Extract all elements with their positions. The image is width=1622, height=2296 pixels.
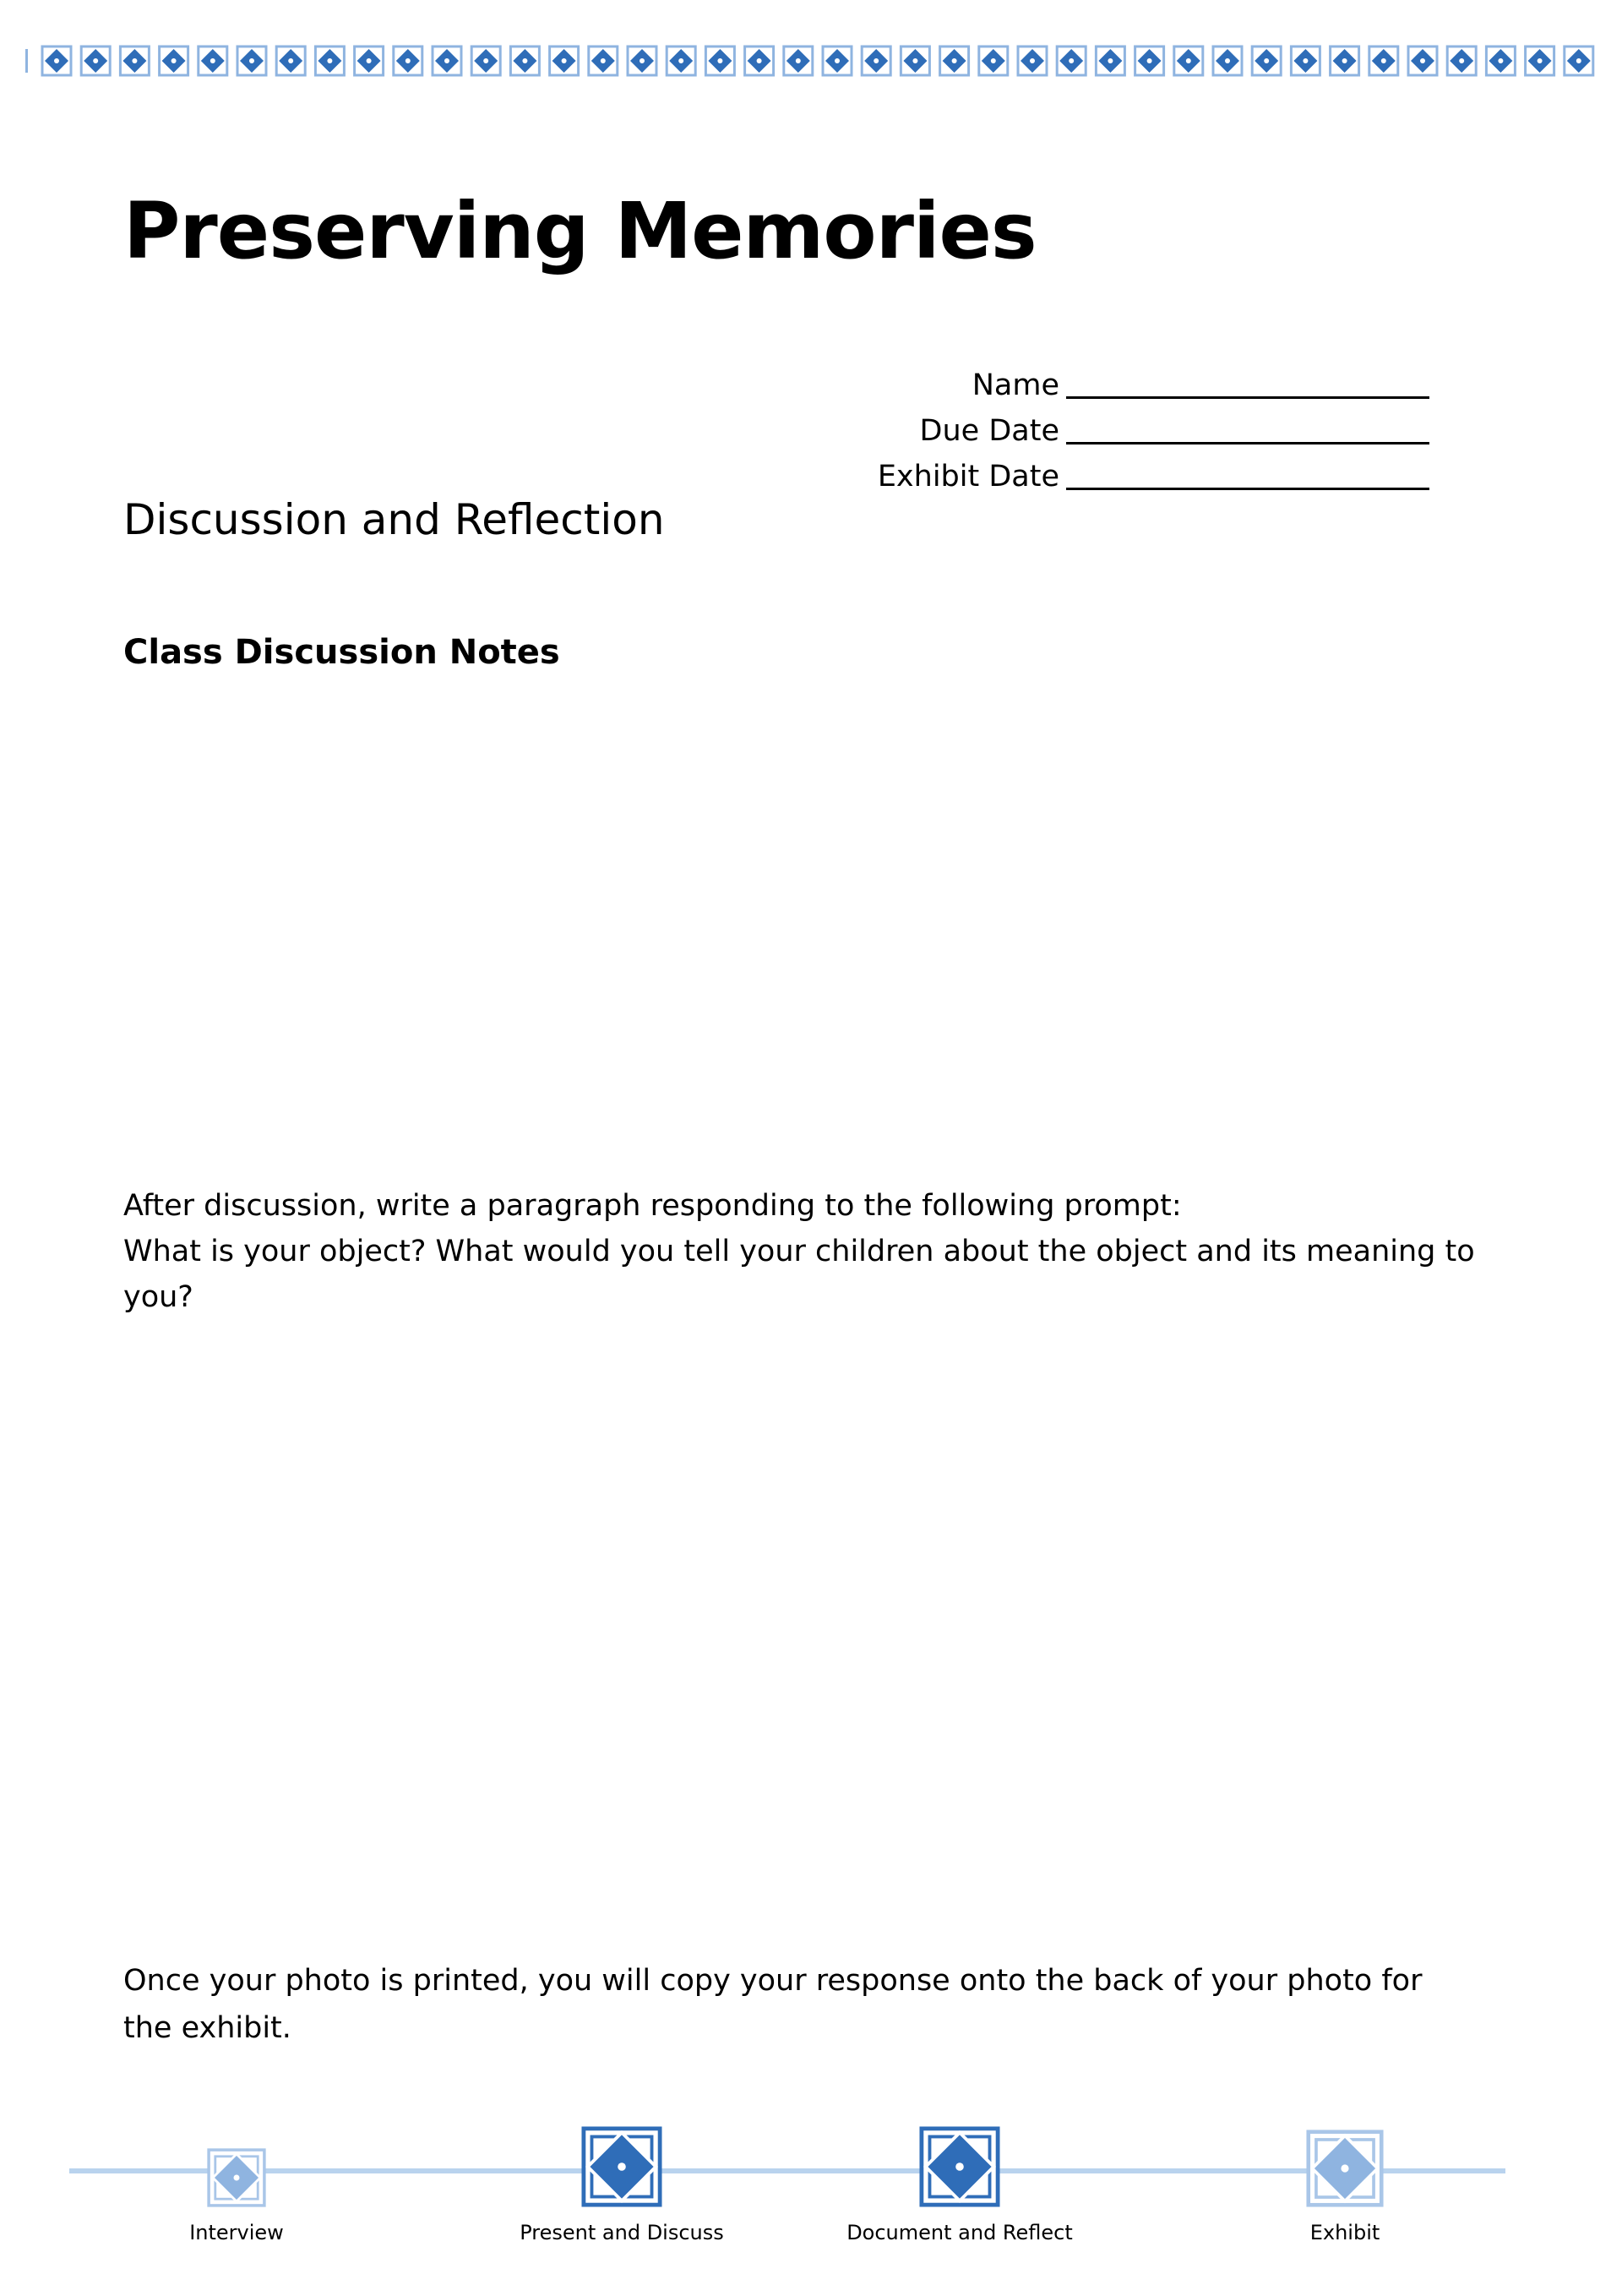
due-date-blank-line[interactable] [1066,440,1429,444]
diamond-step-icon [919,2126,1000,2207]
diamond-tile-icon [1565,46,1593,75]
diamond-tile-icon [705,46,734,75]
diamond-tile-icon [745,46,774,75]
diamond-tile-icon [550,46,579,75]
diamond-tile-icon [199,46,227,75]
diamond-tile-icon [1096,46,1124,75]
diamond-tile-icon [1291,46,1320,75]
diamond-tile-icon [510,46,539,75]
diamond-tile-icon [1213,46,1242,75]
section-heading: Discussion and Reflection [123,495,665,544]
step-icon-wrap [478,2113,765,2207]
diamond-tile-icon [628,46,656,75]
diamond-tile-icon [823,46,852,75]
diamond-tile-icon [784,46,813,75]
diamond-tile-icon [1057,46,1086,75]
writing-prompt [123,1183,1526,1320]
diamond-tile-icon [1174,46,1203,75]
name-blank-line[interactable] [1066,395,1429,399]
prompt-question: What is your object? What would you tell your children about the object and its meaning to you? [123,1235,1475,1314]
diamond-tile-icon [42,46,71,75]
exhibit-date-field-row [838,446,1429,492]
step-icon-wrap [816,2113,1103,2207]
due-date-field-row [838,401,1429,446]
diamond-tile-icon [1252,46,1281,75]
diamond-tile-icon [237,46,266,75]
diamond-tile-icon [1486,46,1515,75]
diamond-tile-icon [979,46,1008,75]
name-field-row [838,355,1429,401]
diamond-tile-icon [1526,46,1554,75]
diamond-tile-icon [471,46,500,75]
student-info-fields [838,355,1429,492]
diamond-tile-icon [1331,46,1359,75]
step-document-and-reflect [816,2113,1103,2243]
diamond-step-icon [581,2126,662,2207]
step-label: Present and Discuss [520,2221,724,2244]
name-label: Name [972,368,1059,402]
diamond-tile-icon [862,46,890,75]
due-date-label: Due Date [919,414,1059,448]
diamond-tile-icon [315,46,344,75]
step-label: Document and Reflect [846,2221,1073,2244]
notes-heading: Class Discussion Notes [123,633,560,672]
diamond-tile-icon [394,46,422,75]
diamond-tile-icon [1135,46,1164,75]
step-label: Interview [189,2221,284,2244]
step-icon-wrap [1201,2113,1489,2207]
diamond-tile-icon [1447,46,1476,75]
step-interview [93,2113,380,2243]
diamond-step-icon [207,2148,266,2207]
exhibit-date-label: Exhibit Date [877,460,1059,494]
diamond-step-icon [1306,2130,1384,2207]
diamond-tile-icon [276,46,305,75]
border-bar [25,49,28,73]
diamond-tile-icon [1369,46,1398,75]
diamond-tile-icon [667,46,695,75]
step-label: Exhibit [1309,2221,1380,2244]
diamond-tile-icon [1018,46,1047,75]
diamond-tile-icon [355,46,384,75]
diamond-tile-icon [433,46,461,75]
decorative-top-border [24,44,1622,78]
diamond-tile-icon [160,46,188,75]
step-present-and-discuss [478,2113,765,2243]
document-title: Preserving Memories [123,186,1037,276]
prompt-instruction: After discussion, write a paragraph responding to the following prompt: [123,1189,1182,1223]
closing-instruction: Once your photo is printed, you will copy your response onto the back of your photo for the exhibit. [123,1964,1423,2045]
diamond-tile-icon [81,46,110,75]
diamond-tile-icon [589,46,618,75]
step-exhibit [1201,2113,1489,2243]
diamond-tile-icon [120,46,149,75]
diamond-tile-icon [940,46,969,75]
diamond-tile-icon [1408,46,1437,75]
exhibit-date-blank-line[interactable] [1066,486,1429,490]
diamond-tile-icon [901,46,929,75]
step-icon-wrap [93,2113,380,2207]
diamond-tile-border [24,44,1622,78]
